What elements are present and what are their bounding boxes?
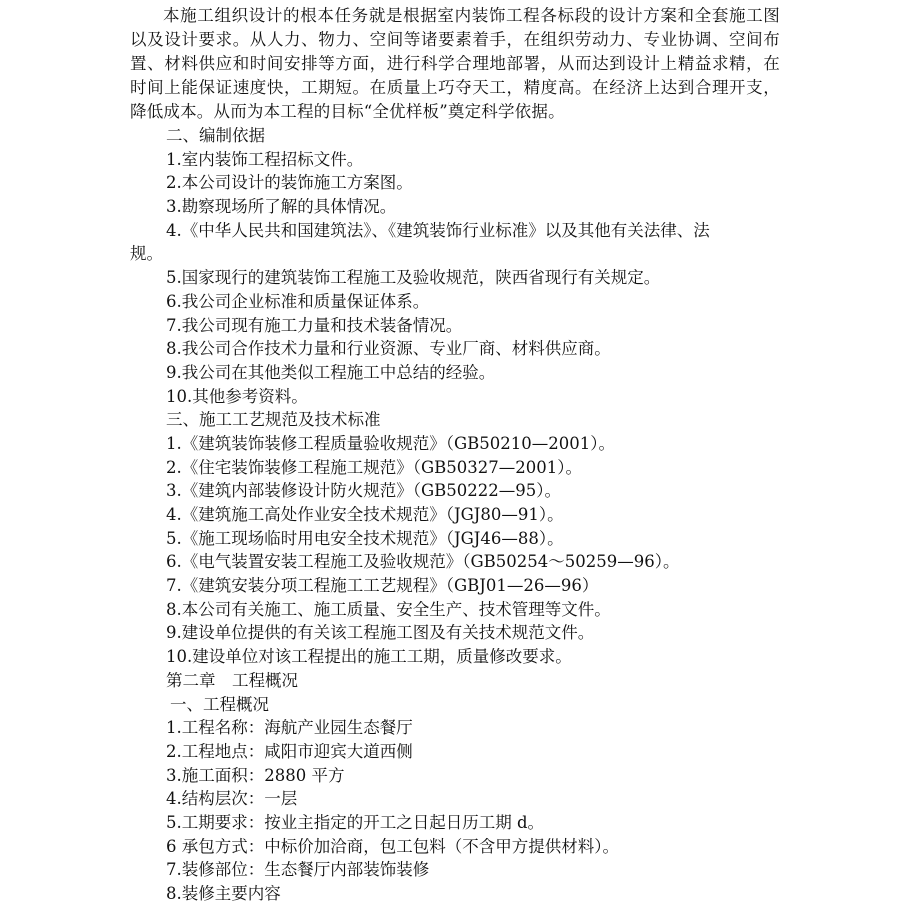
intro-paragraph: 本施工组织设计的根本任务就是根据室内装饰工程各标段的设计方案和全套施工图以及设计要求。从人力、物力、空间等诸要素着手，在组织劳动力、专业协调、空间布置、材料供应和时间安排等方面，进行科学合理地部署，从而达到设计上精益求精，在时间上能保证速度快，工期短。在质量上巧夺天工，精度高。在经济上达到合理开支，降低成本。从而为本工程的目标“全优样板”奠定科学依据。 [130,6,780,121]
basis-item: 9.我公司在其他类似工程施工中总结的经验。 [166,362,496,382]
basis-item: 10.其他参考资料。 [166,386,308,406]
standard-item: 3.《建筑内部装修设计防火规范》（GB50222—95）。 [166,481,562,501]
basis-item: 6.我公司企业标准和质量保证体系。 [166,291,430,311]
standard-item: 10.建设单位对该工程提出的施工工期，质量修改要求。 [166,647,572,667]
standard-item: 8.本公司有关施工、施工质量、安全生产、技术管理等文件。 [166,599,611,619]
standard-item: 4.《建筑施工高处作业安全技术规范》（JGJ80—91）。 [166,505,564,524]
section-heading-standards: 三、施工工艺规范及技术标准 [166,410,381,430]
basis-item: 2.本公司设计的装饰施工方案图。 [166,173,413,193]
chapter-heading: 第二章 工程概况 [166,670,298,690]
section-heading-basis: 二、编制依据 [166,126,265,145]
overview-item: 2.工程地点：咸阳市迎宾大道西侧 [166,741,413,761]
standard-item: 1.《建筑装饰装修工程质量验收规范》（GB50210—2001）。 [166,433,616,453]
basis-item: 3.勘察现场所了解的具体情况。 [166,197,397,217]
overview-item: 8.装修主要内容 [166,884,281,903]
standard-item: 9.建设单位提供的有关该工程施工图及有关技术规范文件。 [166,623,595,643]
overview-item: 6 承包方式：中标价加洽商，包工包料（不含甲方提供材料）。 [166,836,619,856]
basis-item: 7.我公司现有施工力量和技术装备情况。 [166,315,463,335]
overview-item: 3.施工面积：2880 平方 [166,765,345,785]
overview-item: 4.结构层次：一层 [166,789,298,809]
basis-item: 4.《中华人民共和国建筑法》、《建筑装饰行业标准》以及其他有关法律、法 [166,220,710,240]
basis-item: 5.国家现行的建筑装饰工程施工及验收规范，陕西省现行有关规定。 [166,268,661,288]
basis-item: 1.室内装饰工程招标文件。 [166,149,364,169]
subsection-heading: 一、工程概况 [170,694,269,714]
overview-item: 1.工程名称：海航产业园生态餐厅 [166,718,413,738]
standard-item: 5.《施工现场临时用电安全技术规范》（JGJ46—88）。 [166,528,564,548]
standard-item: 2.《住宅装饰装修工程施工规范》（GB50327—2001）。 [166,457,583,477]
standard-item: 7.《建筑安装分项工程施工工艺规程》（GBJ01—26—96） [166,576,599,596]
basis-item: 8.我公司合作技术力量和行业资源、专业厂商、材料供应商。 [166,339,611,359]
standard-item: 6.《电气装置安装工程施工及验收规范》（GB50254～50259—96）。 [166,552,680,572]
overview-item: 7.装修部位：生态餐厅内部装饰装修 [166,860,430,880]
basis-item-continuation: 规。 [130,244,163,264]
document-body [130,4,780,906]
overview-item: 5.工期要求：按业主指定的开工之日起日历工期 d。 [166,812,545,832]
